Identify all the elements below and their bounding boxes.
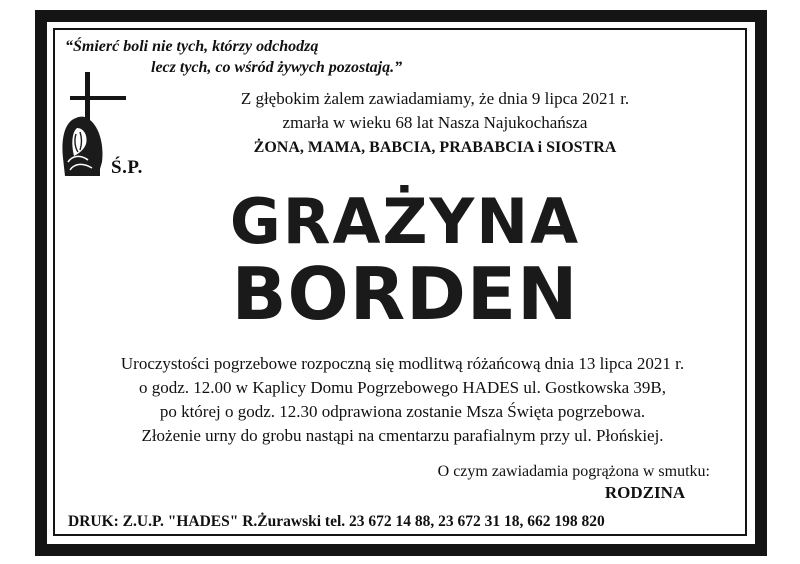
funeral-details bbox=[65, 352, 740, 448]
funeral-line-3: po której o godz. 12.30 odprawiona zostanie Msza Święta pogrzebowa. bbox=[159, 402, 646, 421]
quote-line-2: lecz tych, co wśród żywych pozostają.” bbox=[151, 59, 403, 76]
funeral-line-2: o godz. 12.00 w Kaplicy Domu Pogrzebowego HADES ul. Gostkowska 39B, bbox=[139, 378, 666, 397]
closing-line: O czym zawiadamia pogrążona w smutku: bbox=[437, 463, 710, 480]
family-signature: RODZINA bbox=[604, 483, 686, 502]
mourning-figure-with-cross-icon bbox=[58, 70, 158, 185]
sp-label: Ś.P. bbox=[111, 157, 143, 178]
deceased-first-name: GRAŻYNA bbox=[229, 185, 581, 258]
funeral-line-4: Złożenie urny do grobu nastąpi na cmentarzu parafialnym przy ul. Płońskiej. bbox=[141, 426, 664, 445]
announcement-line-2: zmarła w wieku 68 lat Nasza Najukochańsza bbox=[282, 113, 588, 132]
family-roles: ŻONA, MAMA, BABCIA, PRABABCIA i SIOSTRA bbox=[253, 139, 617, 156]
quote-line-1: “Śmierć boli nie tych, którzy odchodzą bbox=[65, 38, 319, 55]
deceased-last-name: BORDEN bbox=[231, 252, 579, 336]
printer-footer: DRUK: Z.U.P. "HADES" R.Żurawski tel. 23 672 14 88, 23 672 31 18, 662 198 820 bbox=[68, 513, 605, 530]
funeral-line-1: Uroczystości pogrzebowe rozpoczną się modlitwą różańcową dnia 13 lipca 2021 r. bbox=[120, 354, 685, 373]
announcement-text bbox=[150, 87, 720, 160]
announcement-line-1: Z głębokim żalem zawiadamiamy, że dnia 9 lipca 2021 r. bbox=[240, 89, 630, 108]
